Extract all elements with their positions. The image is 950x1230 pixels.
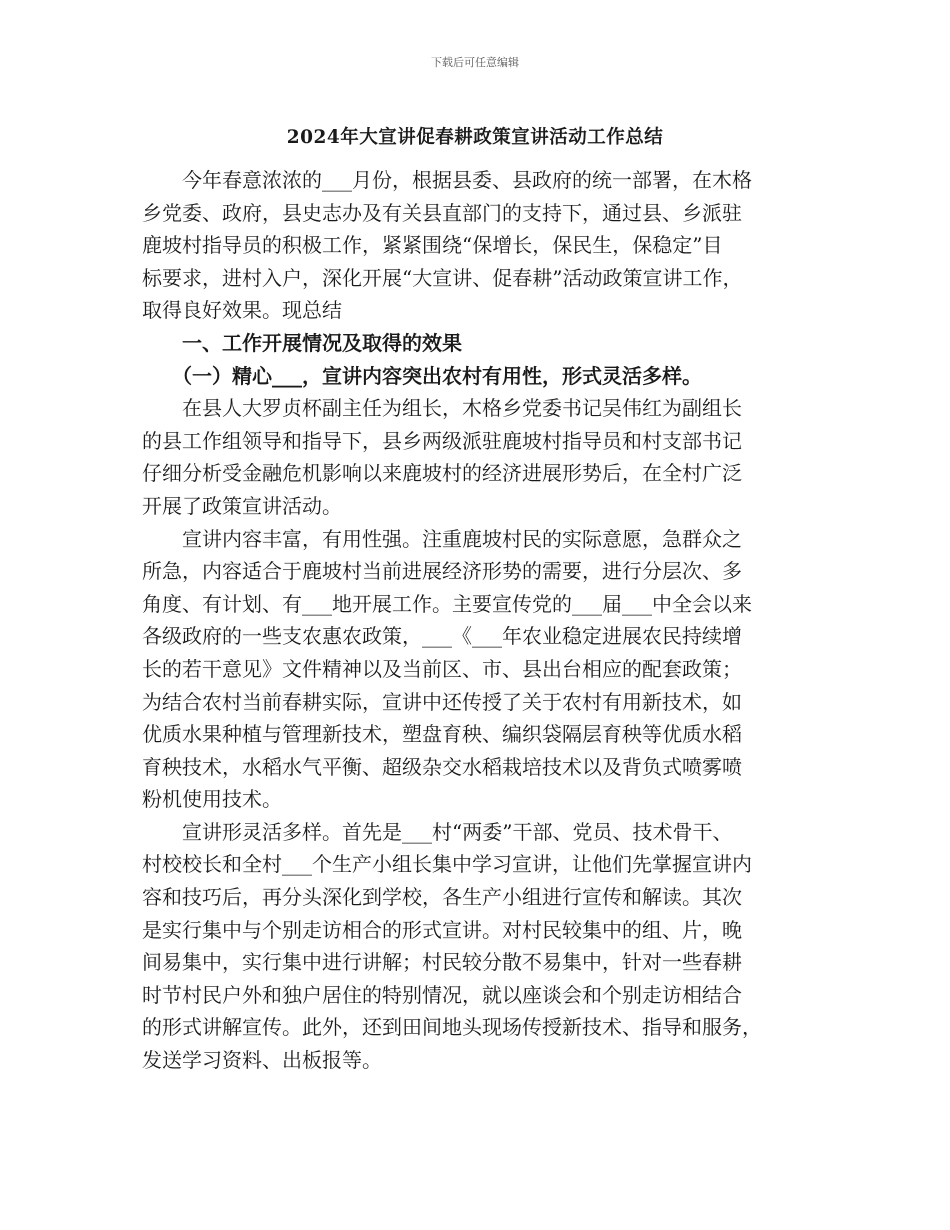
section-heading-line: （一）精心___，宣讲内容突出农村有用性，形式灵活多样。 [142,363,702,388]
body-text-line: 优质水果种植与管理新技术，塑盘育秧、编织袋隔层育秧等优质水稻 [142,722,742,747]
body-text-line: 容和技巧后，再分头深化到学校，各生产小组进行宣传和解读。其次 [142,885,742,910]
header-note: 下载后可任意编辑 [431,56,519,69]
body-text-line: 间易集中，实行集中进行讲解；村民较分散不易集中，针对一些春耕 [142,950,742,975]
page-title: 2024年大宣讲促春耕政策宣讲活动工作总结 [286,127,664,148]
body-text-line: 在县人大罗贞杯副主任为组长，木格乡党委书记吴伟红为副组长 [142,396,742,421]
body-text-line: 开展了政策宣讲活动。 [142,493,342,518]
body-text-line: 长的若干意见》文件精神以及当前区、市、县出台相应的配套政策； [142,656,742,681]
body-text-line: 各级政府的一些支农惠农政策，___《___年农业稳定进展农民持续增 [142,624,742,649]
body-text-line: 角度、有计划、有___地开展工作。主要宣传党的___届___中全会以来 [142,591,752,616]
body-text-line: 时节村民户外和独户居住的特别情况，就以座谈会和个别走访相结合 [142,982,742,1007]
body-text-line: 的形式讲解宣传。此外，还到田间地头现场传授新技术、指导和服务， [142,1015,762,1040]
body-text-line: 育秧技术，水稻水气平衡、超级杂交水稻栽培技术以及背负式喷雾喷 [142,754,742,779]
body-text-line: 村校校长和全村___个生产小组长集中学习宣讲，让他们先掌握宣讲内 [142,852,752,877]
body-text-line: 的县工作组领导和指导下，县乡两级派驻鹿坡村指导员和村支部书记 [142,428,742,453]
body-text-line: 乡党委、政府，县史志办及有关县直部门的支持下，通过县、乡派驻 [142,200,742,225]
body-text-line: 取得良好效果。现总结 [142,298,342,323]
body-text-line: 鹿坡村指导员的积极工作，紧紧围绕“保增长，保民生，保稳定”目 [142,233,723,258]
body-text-line: 宣讲内容丰富，有用性强。注重鹿坡村民的实际意愿，急群众之 [142,526,742,551]
document-body [142,164,832,1077]
body-text-line: 为结合农村当前春耕实际，宣讲中还传授了关于农村有用新技术，如 [142,689,742,714]
body-text-line: 粉机使用技术。 [142,787,282,812]
body-text-line: 今年春意浓浓的___月份，根据县委、县政府的统一部署，在木格 [142,168,752,192]
body-text-line: 是实行集中与个别走访相合的形式宣讲。对村民较集中的组、片，晚 [142,917,742,942]
body-text-line: 标要求，进村入户，深化开展“大宣讲、促春耕”活动政策宣讲工作， [142,265,743,290]
body-text-line: 发送学习资料、出板报等。 [142,1048,382,1073]
section-heading-line: 一、工作开展情况及取得的效果 [142,330,462,355]
body-text-line: 仔细分析受金融危机影响以来鹿坡村的经济进展形势后，在全村广泛 [142,461,742,486]
body-text-line: 宣讲形灵活多样。首先是___村“两委”干部、党员、技术骨干、 [142,819,733,844]
body-text-line: 所急，内容适合于鹿坡村当前进展经济形势的需要，进行分层次、多 [142,559,742,584]
